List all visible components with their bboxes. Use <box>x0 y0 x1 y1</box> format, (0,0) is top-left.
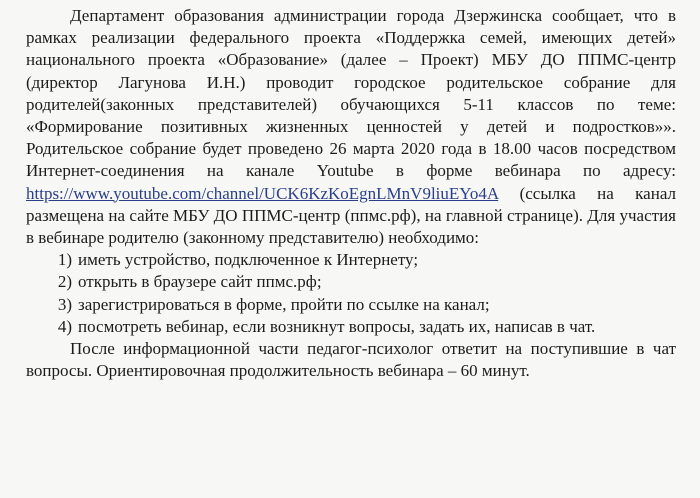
list-item-text: иметь устройство, подключенное к Интернету; <box>78 250 419 270</box>
list-item-text: зарегистрироваться в форме, пройти по ссылке на канал; <box>78 294 490 314</box>
requirements-list <box>26 249 676 338</box>
list-item <box>26 271 676 293</box>
list-item-text: посмотреть вебинар, если возникнут вопросы, задать их, написав в чат. <box>78 316 596 336</box>
list-item <box>26 316 676 338</box>
list-item-text: открыть в браузере сайт ппмс.рф; <box>78 272 322 292</box>
intro-paragraph <box>26 5 676 249</box>
youtube-channel-link[interactable]: https://www.youtube.com/channel/UCK6KzKoEgnLMnV9liuEYo4A <box>26 183 499 203</box>
list-item-number: 4) <box>57 316 72 336</box>
list-item <box>26 249 676 271</box>
list-item-number: 2) <box>57 272 72 292</box>
list-item-number: 3) <box>57 294 72 314</box>
list-item-number: 1) <box>57 250 72 270</box>
closing-paragraph: После информационной части педагог-психолог ответит на поступившие в чат вопросы. Ориентировочная продолжительность вебинара – 60 минут. <box>26 339 676 381</box>
intro-text-part2: (ссылка на канал размещена на сайте МБУ ДО ППМС-центр (ппмс.рф), на главной странице). Для участия в вебинаре родителю (законному представителю) необходимо: <box>26 183 676 248</box>
list-item <box>26 294 676 316</box>
intro-text-part1: Департамент образования администрации города Дзержинска сообщает, что в рамках реализации федерального проекта «Поддержка семей, имеющих детей» национального проекта «Образование» (далее – Проект) МБУ ДО ППМС-центр (директор Лагунова И.Н.) проводит городское родительское собрание для родителей(законных представителей) обучающихся 5-11 классов по теме: «Формирование позитивных жизненных ценностей у детей и подростков»». Родительское собрание будет проведено 26 марта 2020 года в 18.00 часов посредством Интернет-соединения на канале Youtube в форме вебинара по адресу: <box>26 6 676 181</box>
